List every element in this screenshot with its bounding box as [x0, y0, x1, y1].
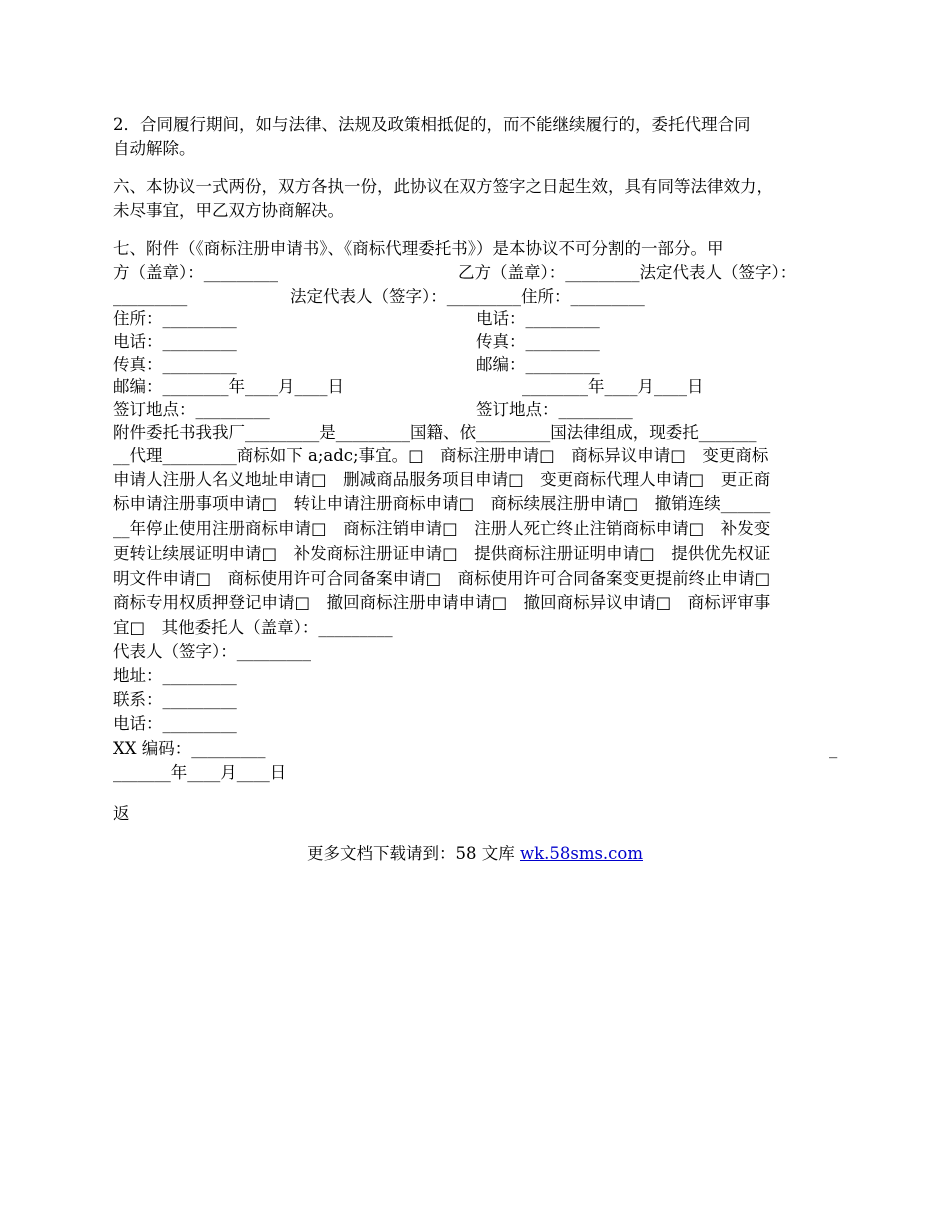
clause-2-line-1: 2．合同履行期间，如与法律、法规及政策相抵促的，而不能继续履行的，委托代理合同: [113, 115, 751, 134]
footer-link[interactable]: wk.58sms.com: [519, 844, 643, 863]
party-b-phone: 电话：_________: [476, 309, 600, 328]
party-a-phone: 电话：_________: [113, 332, 237, 351]
phone-field: 电话：_________: [113, 714, 237, 733]
address-field: 地址：_________: [113, 666, 237, 685]
contact-field: 联系：_________: [113, 690, 237, 709]
party-a-signing-place: 签订地点：_________: [113, 400, 270, 419]
clause-7-line-1: 七、附件（《商标注册申请书》、《商标代理委托书》）是本协议不可分割的一部分。甲: [113, 239, 724, 258]
attachment-line-1: 附件委托书我我厂_________是_________国籍、依_________国法律组成，现委托_______: [113, 423, 757, 442]
attachment-line-4: 标申请注册事项申请□ 转让申请注册商标申请□ 商标续展注册申请□ 撤销连续______: [113, 494, 771, 513]
date-line: _______年____月____日: [113, 763, 287, 782]
party-b-date: ________年____月____日: [522, 377, 704, 396]
attachment-line-5: __年停止使用注册商标申请□ 商标注销申请□ 注册人死亡终止注销商标申请□ 补发变: [113, 519, 771, 538]
party-b-rep-and-address: 法定代表人（签字）：_________住所：_________: [290, 287, 645, 306]
party-b-fax: 传真：_________: [476, 332, 600, 351]
party-b-signing-place: 签订地点：_________: [476, 400, 633, 419]
footer-text: 更多文档下载请到：58 文库: [306, 844, 520, 863]
party-a-address: 住所：_________: [113, 309, 237, 328]
code-trailing-dash: _: [829, 739, 838, 758]
party-a-postal-date: 邮编：________年____月____日: [113, 377, 344, 396]
attachment-line-6: 更转让续展证明申请□ 补发商标注册证申请□ 提供商标注册证明申请□ 提供优先权证: [113, 544, 771, 563]
clause-6-line-2: 未尽事宜，甲乙双方协商解决。: [113, 201, 344, 220]
representative-signature: 代表人（签字）：_________: [113, 642, 311, 661]
clause-6-line-1: 六、本协议一式两份，双方各执一份，此协议在双方签字之日起生效，具有同等法律效力，: [113, 177, 773, 196]
party-a-seal: 方（盖章）：_________: [113, 263, 278, 282]
party-b-postal: 邮编：_________: [476, 355, 600, 374]
clause-2-line-2: 自动解除。: [113, 139, 196, 158]
attachment-line-2: __代理_________商标如下 a;adc;事宜。□ 商标注册申请□ 商标异议申请□ 变更商标: [113, 446, 769, 465]
attachment-line-3: 申请人注册人名义地址申请□ 删减商品服务项目申请□ 变更商标代理人申请□ 更正商: [113, 470, 771, 489]
back-text: 返: [113, 804, 130, 823]
party-a-fax: 传真：_________: [113, 355, 237, 374]
code-field: XX 编码：_________: [113, 739, 266, 758]
attachment-line-9: 宜□ 其他委托人（盖章）：_________: [113, 618, 393, 637]
footer: [0, 842, 950, 866]
party-b-seal-and-rep: 乙方（盖章）：_________法定代表人（签字）：: [458, 263, 797, 282]
attachment-line-7: 明文件申请□ 商标使用许可合同备案申请□ 商标使用许可合同备案变更提前终止申请□: [113, 569, 771, 588]
attachment-line-8: 商标专用权质押登记申请□ 撤回商标注册申请申请□ 撤回商标异议申请□ 商标评审事: [113, 593, 771, 612]
party-a-rep-blank: _________: [113, 287, 188, 306]
